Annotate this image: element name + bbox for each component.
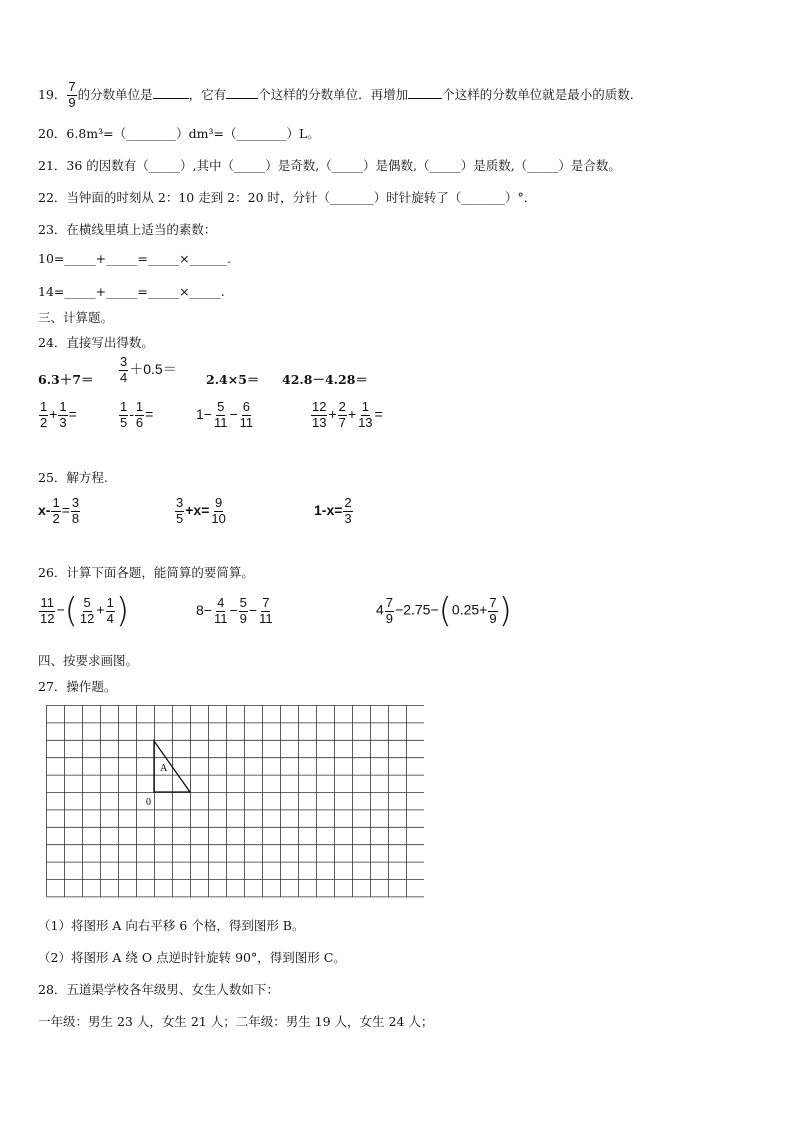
question-23-title: 23．在横线里填上适当的素数： [38,222,217,237]
answer-blank[interactable] [408,86,442,99]
question-26-title: 26．计算下面各题，能简算的要简算。 [38,565,254,580]
expr-26-c: 4 $\frac{7}{9}$ −2.75−(0.25+ $\frac{7}{9}$ ) [376,591,512,631]
label-o: 0 [146,797,151,808]
answer-blank[interactable] [226,86,258,99]
expr-24-4: 42.8－4.28＝ [282,372,368,387]
question-21: 21．36 的因数有（_____）,其中（_____）是奇数,（_____）是偶数,（_____）是质数,（_____）是合数。 [38,158,621,173]
grid-lines [47,706,425,897]
label-a: A [160,763,168,774]
equation-25-b: $\frac{3}{5}$ +x= $\frac{9}{10}$ [176,495,226,526]
expr-26-a: $\frac{11}{12}$ −( $\frac{5}{12}$ + $\frac{1}{4}$ ) [40,591,130,631]
question-28-title: 28．五道渠学校各年级男、女生人数如下： [38,982,279,997]
equation-25-a: x- $\frac{1}{2}$ = $\frac{3}{8}$ [38,495,80,526]
expr-24-6: $\frac{1}{5}$ - $\frac{1}{6}$ = [120,399,154,430]
expr-24-1: 6.3＋7＝ [38,372,94,387]
question-28-data: 一年级：男生 23 人，女生 21 人；二年级：男生 19 人，女生 24 人； [38,1014,434,1029]
section-4-heading: 四、按要求画图。 [38,653,139,668]
question-23-row1: 10=_____+_____=_____×______. [38,251,232,266]
expr-24-5: $\frac{1}{2}$ + $\frac{1}{3}$ = [40,399,77,430]
equation-25-c: 1-x= $\frac{2}{3}$ [314,495,352,526]
expr-24-2: $\frac{3}{4}$ ＋0.5＝ [120,354,177,385]
answer-blank[interactable] [153,86,189,99]
question-20: 20．6.8m³=（________）dm³=（________）L。 [38,126,320,141]
question-number: 19． [38,86,67,102]
expr-26-b: 8− $\frac{4}{11}$ − $\frac{5}{9}$ − $\frac{7}{11}$ [196,595,273,626]
question-22: 22．当钟面的时刻从 2：10 走到 2：20 时，分针（_______）时针旋转了（_______）°． [38,190,537,205]
fraction: $\frac{7}{9}$ [68,79,76,110]
grid-diagram [46,705,424,899]
expr-24-7: 1− $\frac{5}{11}$ − $\frac{6}{11}$ [196,399,254,430]
question-24-title: 24．直接写出得数。 [38,335,154,350]
question-27-step-2: （2）将图形 A 绕 O 点逆时针旋转 90°，得到图形 C。 [38,950,346,965]
question-25-title: 25．解方程. [38,470,108,485]
question-23-row2: 14=_____+_____=_____×_____. [38,284,225,299]
question-27-step-1: （1）将图形 A 向右平移 6 个格，得到图形 B。 [38,918,305,933]
expr-24-3: 2.4×5＝ [206,372,260,387]
section-3-heading: 三、计算题。 [38,310,114,325]
question-27-title: 27．操作题。 [38,679,117,694]
question-19: 19． $\frac{7}{9}$ 的分数单位是 ，它有 个这样的分数单位．再增加 个这样的分数单位就是最小的质数． [38,79,643,110]
expr-24-8: $\frac{12}{13}$ + $\frac{2}{7}$ + $\frac{1}{13}$ = [312,399,383,430]
